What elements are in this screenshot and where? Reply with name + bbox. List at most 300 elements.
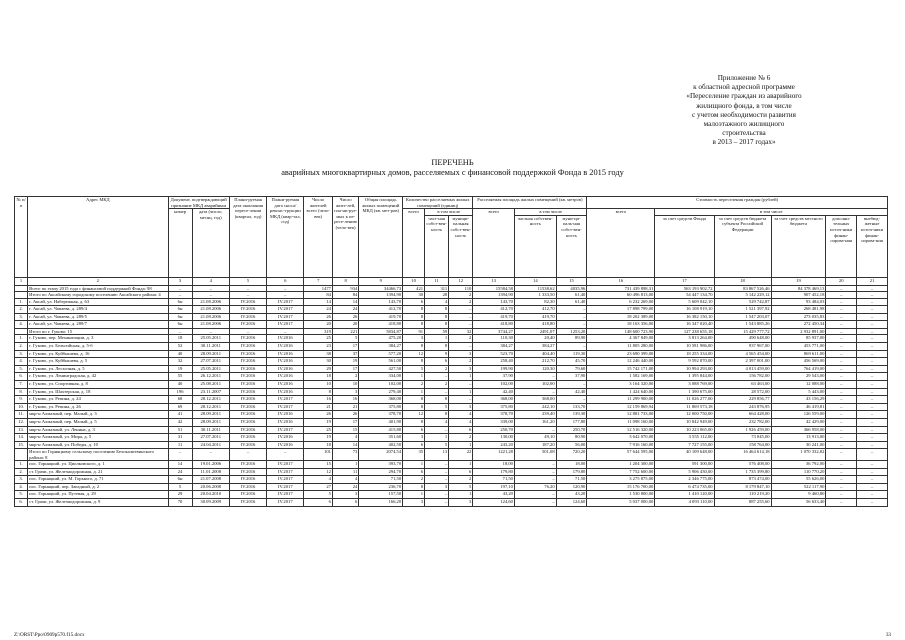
- table-cell: –: [514, 388, 556, 396]
- table-cell: 46 419,81: [771, 403, 826, 411]
- table-cell: 68: [168, 396, 192, 404]
- table-cell: –: [857, 449, 888, 461]
- column-number: 20: [826, 277, 857, 285]
- table-cell: 28.09.2011: [192, 418, 229, 426]
- table-cell: 14: [304, 298, 333, 306]
- table-cell: 4.: [15, 321, 28, 329]
- table-cell: 56,00: [556, 441, 587, 449]
- table-cell: 79,60: [556, 365, 587, 373]
- table-row: [15, 441, 888, 449]
- table-cell: 10 223 065,00: [655, 426, 714, 434]
- table-cell: 212,70: [514, 358, 556, 366]
- table-cell: 69: [168, 403, 192, 411]
- table-cell: 6: [332, 499, 358, 507]
- table-cell: 5834,87: [359, 328, 403, 334]
- table-cell: 8: [403, 306, 425, 314]
- table-cell: 4: [332, 434, 358, 442]
- header-cell: в том числе: [425, 209, 473, 216]
- table-cell: –: [826, 373, 857, 381]
- table-cell: –: [857, 298, 888, 306]
- table-cell: 5.: [15, 491, 28, 499]
- table-cell: –: [514, 373, 556, 381]
- table-cell: 3: [449, 350, 473, 358]
- file-path: Z:\ORST\Ppo\0909p570.f15.docx: [14, 632, 85, 638]
- table-cell: 378,70: [473, 411, 515, 419]
- table-cell: 25.05.2011: [192, 365, 229, 373]
- table-cell: 258,40: [473, 358, 515, 366]
- header-cell: номер: [168, 209, 192, 278]
- table-cell: 529 742,87: [714, 298, 771, 306]
- table-cell: 3: [403, 434, 425, 442]
- table-cell: IV.2017: [267, 403, 304, 411]
- table-cell: 243,20: [473, 441, 515, 449]
- table-cell: 375,80: [473, 403, 515, 411]
- column-number: 3: [168, 277, 192, 285]
- header-cell: Общая площадь жилых помещений МКД (кв. мет-ров): [359, 197, 403, 278]
- table-cell: 4: [304, 476, 333, 484]
- table-cell: 1 070 332,82: [771, 449, 826, 461]
- column-number: 10: [403, 277, 425, 285]
- table-cell: 6: [304, 499, 333, 507]
- table-cell: 18: [304, 373, 333, 381]
- table-cell: –: [192, 292, 229, 298]
- table-cell: 18: [304, 441, 333, 449]
- table-cell: –: [826, 476, 857, 484]
- table-cell: –: [514, 491, 556, 499]
- table-cell: 59: [425, 328, 449, 334]
- table-cell: 15: [304, 461, 333, 469]
- table-cell: 412,70: [473, 306, 515, 314]
- table-cell: IV.2016: [229, 313, 266, 321]
- table-cell: 2074,54: [359, 449, 403, 461]
- column-number: 16: [587, 277, 655, 285]
- table-cell: 21.08.2006: [192, 298, 229, 306]
- table-cell: 61,40: [556, 298, 587, 306]
- appendix-block: [629, 74, 859, 148]
- table-cell: 1 410 120,00: [655, 491, 714, 499]
- table-cell: –: [556, 306, 587, 314]
- table-cell: 1253,20: [556, 328, 587, 334]
- table-cell: 5 443,00: [771, 388, 826, 396]
- table-cell: 9: [425, 350, 449, 358]
- table-cell: 4: [449, 418, 473, 426]
- address-cell: пос. Горняцкий, пер. Западный, д. 2: [28, 483, 168, 491]
- table-cell: 3 275 875,00: [587, 476, 655, 484]
- table-cell: 4: [425, 418, 449, 426]
- table-cell: 232 782,00: [714, 418, 771, 426]
- table-cell: –: [826, 388, 857, 396]
- table-row: [15, 426, 888, 434]
- address-cell: г. Аксай, ул. Чапаева, д. 289/4: [28, 306, 168, 314]
- header-cell: Расселяемая площадь жилых помещений (кв. метров): [473, 197, 587, 209]
- table-cell: 279,40: [359, 388, 403, 396]
- table-cell: 6.: [15, 373, 28, 381]
- table-cell: –: [425, 373, 449, 381]
- header-cell: Адрес МКД: [28, 197, 168, 278]
- table-cell: 456 569,00: [771, 358, 826, 366]
- table-cell: 11538,62: [514, 285, 556, 291]
- table-cell: IV.2016: [229, 380, 266, 388]
- table-cell: –: [425, 476, 449, 484]
- table-cell: –: [267, 292, 304, 298]
- column-number: 2: [28, 277, 168, 285]
- header-cell: за счет средств бюджета субъекта Российской Федерации: [714, 215, 771, 277]
- address-cell: пос. Горняцкий, ул. Путевая, д. 29: [28, 491, 168, 499]
- table-cell: 16: [304, 396, 333, 404]
- table-cell: IV.2017: [267, 476, 304, 484]
- table-cell: 28.12.2011: [192, 403, 229, 411]
- table-cell: 4035,96: [556, 285, 587, 291]
- table-cell: 3: [449, 365, 473, 373]
- table-cell: 6н: [168, 298, 192, 306]
- table-cell: –: [826, 468, 857, 476]
- table-cell: 84: [304, 292, 333, 298]
- table-cell: 2: [425, 380, 449, 388]
- table-cell: 3: [403, 335, 425, 343]
- table-cell: 55: [168, 373, 192, 381]
- table-cell: IV.2016: [229, 461, 266, 469]
- table-cell: 384,27: [473, 342, 515, 350]
- table-row: [15, 342, 888, 350]
- table-cell: –: [826, 335, 857, 343]
- table-cell: 2 346 775,00: [655, 476, 714, 484]
- column-number: 5: [229, 277, 266, 285]
- table-cell: 1 333,50: [514, 292, 556, 298]
- table-cell: 24: [168, 468, 192, 476]
- column-number: 8: [332, 277, 358, 285]
- table-cell: 101: [304, 449, 333, 461]
- table-cell: –: [857, 321, 888, 329]
- table-cell: –: [857, 328, 888, 334]
- page-number: 33: [885, 632, 891, 638]
- table-cell: 368,00: [473, 396, 515, 404]
- table-cell: 61,40: [556, 292, 587, 298]
- table-cell: IV.2016: [267, 365, 304, 373]
- table-cell: 1 521 397,92: [714, 306, 771, 314]
- table-cell: IV.2016: [229, 321, 266, 329]
- table-cell: 1: [449, 441, 473, 449]
- table-cell: 12 881 733,00: [587, 411, 655, 419]
- appendix-line: Приложение № 6: [717, 74, 771, 82]
- table-cell: 3: [403, 499, 425, 507]
- table-cell: 6: [403, 468, 425, 476]
- table-cell: 23 690 399,00: [587, 350, 655, 358]
- address-cell: г. Гуково, ул. Куйбышева, д. 5: [28, 358, 168, 366]
- table-cell: 16 108 919,10: [655, 306, 714, 314]
- table-row: [15, 313, 888, 321]
- table-cell: 229 856,77: [714, 396, 771, 404]
- table-cell: 124,60: [556, 499, 587, 507]
- table-cell: 2: [449, 292, 473, 298]
- table-cell: 19: [304, 418, 333, 426]
- table-row: [15, 468, 888, 476]
- table-cell: 2: [425, 365, 449, 373]
- table-cell: 16: [332, 396, 358, 404]
- header-cell: всего: [473, 209, 515, 278]
- table-cell: 89,90: [556, 335, 587, 343]
- table-cell: –: [857, 306, 888, 314]
- table-cell: 124,60: [473, 499, 515, 507]
- table-cell: 1 547 203,07: [714, 313, 771, 321]
- address-cell: мкр-н Алмазный, пер. Малый, д. 3: [28, 411, 168, 419]
- table-cell: 18,00: [473, 461, 515, 469]
- table-cell: 1: [403, 373, 425, 381]
- table-cell: 21: [332, 403, 358, 411]
- table-cell: 2: [332, 373, 358, 381]
- address-cell: Итого по г. Гуково: 15: [28, 328, 168, 334]
- table-cell: 2491,07: [514, 328, 556, 334]
- table-cell: 11.01.2008: [192, 468, 229, 476]
- table-cell: 148 600 723,90: [587, 328, 655, 334]
- table-cell: IV.2016: [229, 434, 266, 442]
- table-cell: 8: [403, 358, 425, 366]
- header-cell: част-ная собст-вен-ность: [425, 215, 449, 277]
- table-cell: 25.05.2011: [192, 335, 229, 343]
- table-cell: –: [425, 491, 449, 499]
- table-cell: 16 382 150,10: [655, 313, 714, 321]
- document-title: [0, 158, 905, 178]
- table-cell: 1 735 399,80: [714, 468, 771, 476]
- table-cell: 35: [403, 449, 425, 461]
- table-cell: 21: [304, 403, 333, 411]
- table-cell: –: [514, 476, 556, 484]
- table-cell: 19.01.2006: [192, 461, 229, 469]
- header-cell: всего: [587, 209, 655, 278]
- table-cell: –: [826, 403, 857, 411]
- table-cell: 21.08.2006: [192, 306, 229, 314]
- column-number: 6: [267, 277, 304, 285]
- header-cell: Документ, подтверждающий признание МКД аварийным: [168, 197, 229, 209]
- table-cell: 199,90: [473, 365, 515, 373]
- table-cell: 419,70: [514, 313, 556, 321]
- table-cell: 873 474,00: [714, 476, 771, 484]
- table-cell: 8: [425, 306, 449, 314]
- table-cell: 19: [332, 358, 358, 366]
- table-cell: 1: [449, 373, 473, 381]
- table-cell: 127 238 655,18: [655, 328, 714, 334]
- table-cell: 6: [449, 426, 473, 434]
- table-cell: 30.09.2009: [192, 499, 229, 507]
- header-cell: Плани-руемая дата окончания пересе-ления (квартал, год): [229, 197, 266, 278]
- table-cell: 384,27: [359, 342, 403, 350]
- table-cell: 166,20: [359, 499, 403, 507]
- table-cell: IV.2016: [267, 358, 304, 366]
- table-cell: 9 592 870,00: [655, 358, 714, 366]
- table-cell: IV.2016: [229, 441, 266, 449]
- table-cell: 91: [403, 328, 425, 334]
- table-cell: –: [192, 328, 229, 334]
- table-cell: 311: [425, 285, 449, 291]
- table-cell: 334,00: [359, 373, 403, 381]
- table-cell: –: [229, 285, 266, 291]
- table-cell: 54 447 134,70: [655, 292, 714, 298]
- table-cell: 1: [403, 461, 425, 469]
- table-cell: 8: [425, 321, 449, 329]
- table-cell: –: [857, 350, 888, 358]
- table-cell: 1: [449, 461, 473, 469]
- table-cell: –: [425, 468, 449, 476]
- header-cell: за счет средств Фонда: [655, 215, 714, 277]
- table-cell: 3.: [15, 476, 28, 484]
- table-cell: 3.: [15, 350, 28, 358]
- table-cell: 6н: [168, 306, 192, 314]
- table-cell: 6: [403, 441, 425, 449]
- table-cell: 384,27: [514, 342, 556, 350]
- table-cell: 501,08: [514, 449, 556, 461]
- table-cell: 563 193 902,72: [655, 285, 714, 291]
- column-number: 9: [359, 277, 403, 285]
- table-cell: 8: [403, 396, 425, 404]
- table-cell: 26: [304, 411, 333, 419]
- table-cell: 375,80: [359, 403, 403, 411]
- header-cell: Плани-руемая дата сноса/ реконс-трукции МКД (квар-тал, год): [267, 197, 304, 278]
- table-cell: 1.: [15, 298, 28, 306]
- table-cell: 7 752 600,00: [587, 468, 655, 476]
- table-cell: –: [267, 328, 304, 334]
- table-cell: 368,00: [514, 396, 556, 404]
- table-cell: 12 246 440,00: [587, 358, 655, 366]
- table-cell: 20.04.2010: [192, 491, 229, 499]
- table-cell: 1 390 675,00: [655, 388, 714, 396]
- table-cell: 161,20: [514, 418, 556, 426]
- title-line-1: ПЕРЕЧЕНЬ: [431, 158, 474, 167]
- table-cell: 20.06.2008: [192, 483, 229, 491]
- table-cell: 934: [332, 285, 358, 291]
- address-cell: мкр-н Алмазный, пер. Малый, д. 5: [28, 418, 168, 426]
- table-cell: 1: [449, 491, 473, 499]
- table-cell: 8: [403, 418, 425, 426]
- table-cell: 20: [332, 321, 358, 329]
- table-cell: 42,40: [556, 388, 587, 396]
- table-cell: 887 255,60: [714, 499, 771, 507]
- table-cell: 40 109 648,00: [655, 449, 714, 461]
- table-cell: IV.2016: [267, 418, 304, 426]
- table-cell: 21.07.2008: [192, 476, 229, 484]
- table-cell: –: [449, 313, 473, 321]
- table-cell: IV.2017: [267, 426, 304, 434]
- table-row: [15, 499, 888, 507]
- address-cell: г. Гуково, пер. Механизации, д. 3: [28, 335, 168, 343]
- table-cell: 15 429 777,72: [714, 328, 771, 334]
- table-header: [15, 197, 888, 286]
- table-cell: –: [556, 380, 587, 388]
- table-cell: 378,70: [359, 411, 403, 419]
- table-cell: IV.2016: [229, 418, 266, 426]
- table-cell: 5: [403, 365, 425, 373]
- table-cell: 120,90: [556, 483, 587, 491]
- table-row: [15, 476, 888, 484]
- table-cell: 12: [403, 350, 425, 358]
- table-cell: 3: [449, 499, 473, 507]
- table-cell: 523,70: [473, 350, 515, 358]
- table-cell: IV.2016: [229, 468, 266, 476]
- table-cell: 197,10: [473, 483, 515, 491]
- table-cell: –: [192, 449, 229, 461]
- table-row: [15, 388, 888, 396]
- table-cell: 42,40: [473, 388, 515, 396]
- table-cell: –: [556, 342, 587, 350]
- table-cell: 4: [449, 411, 473, 419]
- table-cell: –: [857, 468, 888, 476]
- table-cell: 43,20: [556, 491, 587, 499]
- table-cell: 85 937,00: [771, 335, 826, 343]
- table-row: [15, 434, 888, 442]
- table-cell: 26.12.2011: [192, 373, 229, 381]
- table-cell: 28.09.2011: [192, 350, 229, 358]
- table-cell: 2: [403, 380, 425, 388]
- header-cell: Стоимость переселения граждан (рублей): [587, 197, 888, 209]
- table-cell: 110 219,20: [714, 491, 771, 499]
- table-cell: IV.2016: [267, 388, 304, 396]
- table-cell: 2.: [15, 306, 28, 314]
- table-cell: 577,20: [359, 350, 403, 358]
- table-cell: 28.12.2011: [192, 396, 229, 404]
- table-cell: 76,20: [514, 483, 556, 491]
- table-cell: IV.2016: [229, 411, 266, 419]
- table-cell: IV.2016: [229, 298, 266, 306]
- table-cell: –: [826, 434, 857, 442]
- table-cell: 3 164 320,00: [587, 380, 655, 388]
- table-cell: IV.2016: [229, 350, 266, 358]
- table-cell: 2: [449, 335, 473, 343]
- table-cell: 42 429,00: [771, 418, 826, 426]
- table-cell: 4 093 110,00: [655, 499, 714, 507]
- table-cell: IV.2016: [267, 411, 304, 419]
- table-cell: 11: [332, 468, 358, 476]
- table-cell: 187,20: [514, 441, 556, 449]
- address-cell: мкр-н Алмазный, ул. Ленина, д. 3: [28, 426, 168, 434]
- table-total-row: [15, 449, 888, 461]
- table-cell: –: [826, 411, 857, 419]
- table-row: [15, 411, 888, 419]
- table-cell: –: [556, 321, 587, 329]
- table-cell: –: [267, 285, 304, 291]
- table-cell: IV.2017: [267, 483, 304, 491]
- table-cell: 4 565 454,00: [714, 350, 771, 358]
- table-cell: –: [425, 426, 449, 434]
- column-number-row: [15, 277, 888, 285]
- table-cell: –: [425, 499, 449, 507]
- table-cell: 720,20: [556, 449, 587, 461]
- table-cell: 419,70: [473, 313, 515, 321]
- table-cell: 3: [332, 388, 358, 396]
- table-cell: 32: [168, 358, 192, 366]
- table-cell: 84: [332, 292, 358, 298]
- column-number: 11: [425, 277, 449, 285]
- table-cell: 18 163 356,00: [587, 321, 655, 329]
- address-cell: г. Гуково, ул. Репина, д. 24: [28, 396, 168, 404]
- table-cell: 42: [168, 418, 192, 426]
- table-cell: –: [556, 313, 587, 321]
- table-cell: –: [168, 292, 192, 298]
- table-cell: 13: [425, 449, 449, 461]
- table-row: [15, 373, 888, 381]
- table-cell: 43 156,29: [771, 396, 826, 404]
- table-cell: 25: [304, 335, 333, 343]
- table-cell: –: [857, 365, 888, 373]
- table-cell: 1 424 640,00: [587, 388, 655, 396]
- table-cell: –: [857, 373, 888, 381]
- table-cell: 4.: [15, 483, 28, 491]
- table-cell: 3: [332, 491, 358, 499]
- table-cell: 7.: [15, 380, 28, 388]
- table-cell: 368,00: [359, 396, 403, 404]
- address-cell: г. Аксай, ул. Чапаева, д. 289/7: [28, 321, 168, 329]
- table-cell: IV.2017: [267, 313, 304, 321]
- table-cell: IV.2017: [267, 499, 304, 507]
- header-cell: дополни-тельных источ-ники финан-сирова-ния: [826, 215, 857, 277]
- table-cell: 453 771,00: [771, 342, 826, 350]
